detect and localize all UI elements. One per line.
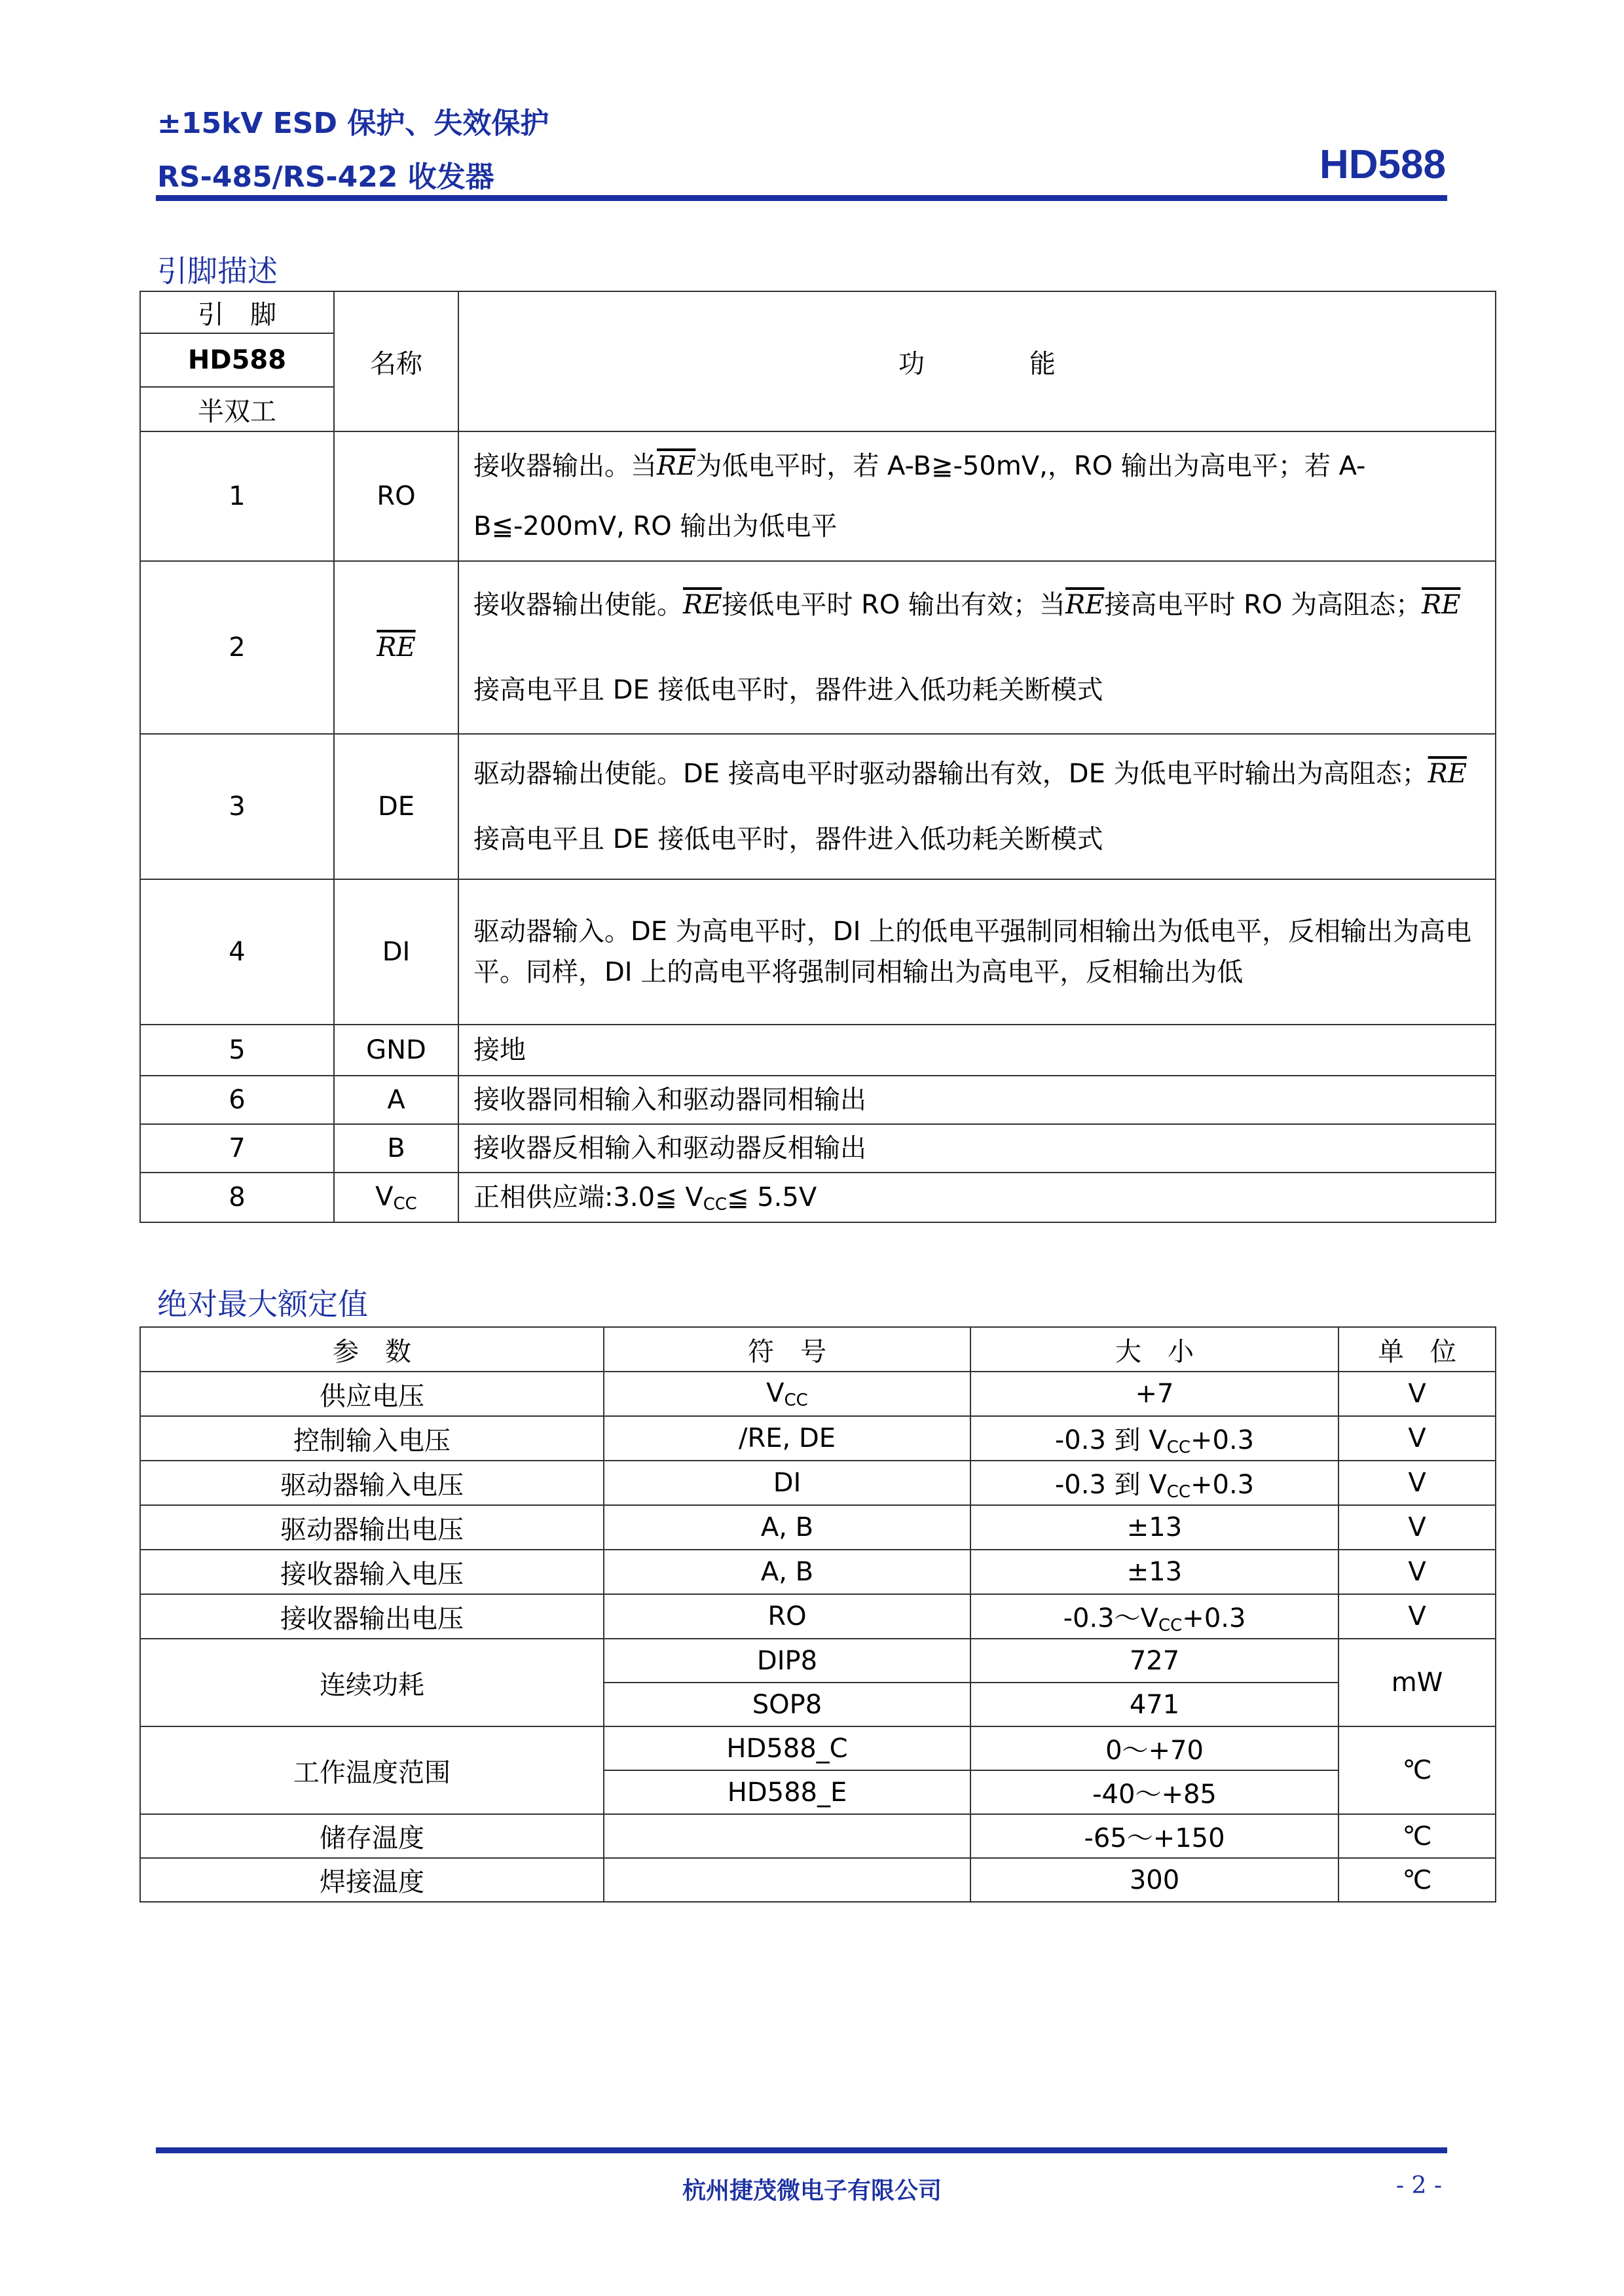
pin-function-text: 接高电平且 DE 接低电平时，器件进入低功耗关断模式 [473,675,1103,705]
ratings-value: 727 [970,1639,1338,1683]
value-text: +0.3 [1182,1603,1246,1633]
ratings-value: -65～+150 [970,1814,1338,1858]
ratings-param: 工作温度范围 [140,1726,604,1814]
pin-row [140,1124,1496,1173]
pin-function [458,734,1496,879]
ratings-value [970,1416,1338,1461]
pin-function-text: 接收器输出使能。 [473,590,683,620]
ratings-row [140,1416,1496,1461]
vcc-v: V [766,1377,784,1408]
footer-page-number: - 2 - [1395,2172,1442,2199]
value-text: -0.3 到 V [1054,1470,1167,1500]
pin-head-duplex: 半双工 [140,387,334,431]
ratings-row [140,1550,1496,1594]
ratings-symbol: HD588_E [604,1770,970,1814]
ratings-value: 0～+70 [970,1726,1338,1770]
ratings-value: ±13 [970,1550,1338,1594]
ratings-unit: V [1338,1550,1496,1594]
pin-name: B [334,1124,458,1173]
pin-row [140,734,1496,879]
value-text: -0.3～V [1063,1603,1158,1633]
vcc-sub: CC [393,1194,417,1214]
ratings-param: 接收器输入电压 [140,1550,604,1594]
pin-number: 5 [140,1025,334,1076]
ratings-value: ±13 [970,1505,1338,1550]
ratings-param: 接收器输出电压 [140,1594,604,1639]
ratings-unit: V [1338,1461,1496,1505]
ratings-row [140,1814,1496,1858]
pin-row [140,1076,1496,1124]
pin-name: RO [334,431,458,561]
ratings-unit: V [1338,1416,1496,1461]
ratings-symbol: A, B [604,1550,970,1594]
pin-row [140,879,1496,1025]
ratings-value [970,1594,1338,1639]
ratings-unit: ℃ [1338,1726,1496,1814]
re-bar-symbol: $\overline{RE}$ [657,451,696,481]
pin-name: DI [334,879,458,1025]
ratings-param: 连续功耗 [140,1639,604,1726]
pin-number: 7 [140,1124,334,1173]
ratings-param: 驱动器输出电压 [140,1505,604,1550]
pin-function [458,561,1496,734]
vcc-sub: CC [703,1194,727,1214]
header-model: HD588 [1320,142,1446,187]
header-rule [156,195,1447,201]
ratings-symbol: DIP8 [604,1639,970,1683]
ratings-head-unit: 单 位 [1338,1327,1496,1372]
pin-row [140,1025,1496,1076]
pin-function: 接地 [458,1025,1496,1076]
pin-name: A [334,1076,458,1124]
header-title-line1: ±15kV ESD 保护、失效保护 [157,107,549,140]
ratings-param: 储存温度 [140,1814,604,1858]
re-bar-symbol: $\overline{RE}$ [1428,759,1467,789]
ratings-symbol: SOP8 [604,1683,970,1726]
value-text: +0.3 [1190,1470,1255,1500]
pin-row [140,431,1496,561]
pin-function-text: ≦ 5.5V [727,1182,817,1212]
pin-function [458,431,1496,561]
pin-row [140,561,1496,734]
vcc-sub: CC [784,1390,808,1410]
ratings-row [140,1505,1496,1550]
ratings-head-param: 参 数 [140,1327,604,1372]
pin-function-text: 接收器输出。当 [473,451,657,481]
pin-function [458,1173,1496,1222]
ratings-unit: V [1338,1505,1496,1550]
pin-function-text: 驱动器输出使能。DE 接高电平时驱动器输出有效，DE 为低电平时输出为高阻态； [473,759,1428,789]
pin-function-text: 为低电平时，若 A-B≧-50mV,，RO 输出为高电平；若 A-B≦-200mV, RO 输出为低电平 [473,451,1366,541]
ratings-row [140,1726,1496,1770]
pin-head-pin: 引 脚 [140,291,334,333]
ratings-row [140,1858,1496,1902]
ratings-symbol [604,1858,970,1902]
pin-table [139,291,1496,1223]
ratings-value: 300 [970,1858,1338,1902]
ratings-symbol [604,1814,970,1858]
ratings-param: 控制输入电压 [140,1416,604,1461]
vcc-sub: CC [1166,1482,1190,1502]
pin-section-title: 引脚描述 [157,253,278,289]
pin-function: 接收器反相输入和驱动器反相输出 [458,1124,1496,1173]
value-text: -0.3 到 V [1054,1425,1167,1455]
ratings-row [140,1461,1496,1505]
ratings-unit: V [1338,1594,1496,1639]
ratings-row [140,1594,1496,1639]
pin-head-function: 功 能 [458,291,1496,431]
ratings-unit: mW [1338,1639,1496,1726]
vcc-sub: CC [1158,1616,1183,1635]
value-text: +0.3 [1190,1425,1255,1455]
ratings-value: +7 [970,1372,1338,1416]
ratings-value: -40～+85 [970,1770,1338,1814]
ratings-head-value: 大 小 [970,1327,1338,1372]
ratings-value: 471 [970,1683,1338,1726]
ratings-param: 供应电压 [140,1372,604,1416]
pin-number: 8 [140,1173,334,1222]
footer-rule [156,2147,1447,2153]
ratings-symbol: RO [604,1594,970,1639]
ratings-symbol: HD588_C [604,1726,970,1770]
ratings-row [140,1639,1496,1683]
ratings-value [970,1461,1338,1505]
ratings-table [139,1326,1496,1903]
ratings-unit: V [1338,1372,1496,1416]
ratings-param: 驱动器输入电压 [140,1461,604,1505]
re-bar-symbol: $\overline{RE}$ [1422,590,1461,620]
ratings-param: 焊接温度 [140,1858,604,1902]
pin-function: 接收器同相输入和驱动器同相输出 [458,1076,1496,1124]
pin-head-name: 名称 [334,291,458,431]
pin-number: 3 [140,734,334,879]
pin-function-text: 接低电平时 RO 输出有效；当 [722,590,1066,620]
ratings-section-title: 绝对最大额定值 [157,1286,368,1322]
pin-number: 6 [140,1076,334,1124]
ratings-row [140,1372,1496,1416]
pin-function-text: 正相供应端:3.0≦ V [473,1182,703,1212]
pin-number: 4 [140,879,334,1025]
re-bar-symbol: $\overline{RE}$ [377,632,416,663]
pin-number: 1 [140,431,334,561]
header-title-line2: RS-485/RS-422 收发器 [157,160,494,194]
re-bar-symbol: $\overline{RE}$ [683,590,722,620]
ratings-symbol: /RE, DE [604,1416,970,1461]
pin-function-text: 接高电平时 RO 为高阻态； [1104,590,1422,620]
pin-name: GND [334,1025,458,1076]
ratings-symbol: DI [604,1461,970,1505]
ratings-symbol [604,1372,970,1416]
ratings-unit: ℃ [1338,1858,1496,1902]
vcc-v: V [375,1181,394,1212]
pin-number: 2 [140,561,334,734]
pin-function: 驱动器输入。DE 为高电平时，DI 上的低电平强制同相输出为低电平，反相输出为高电平。同样，DI 上的高电平将强制同相输出为高电平，反相输出为低 [458,879,1496,1025]
ratings-head-symbol: 符 号 [604,1327,970,1372]
pin-row [140,1173,1496,1222]
vcc-sub: CC [1166,1438,1190,1457]
pin-head-model: HD588 [140,333,334,387]
footer-company: 杭州捷茂微电子有限公司 [682,2178,942,2204]
re-bar-symbol: $\overline{RE}$ [1065,590,1105,620]
pin-name: DE [334,734,458,879]
pin-name [334,1173,458,1222]
pin-name [334,561,458,734]
pin-function-text: 接高电平且 DE 接低电平时，器件进入低功耗关断模式 [473,824,1103,854]
ratings-unit: ℃ [1338,1814,1496,1858]
ratings-symbol: A, B [604,1505,970,1550]
